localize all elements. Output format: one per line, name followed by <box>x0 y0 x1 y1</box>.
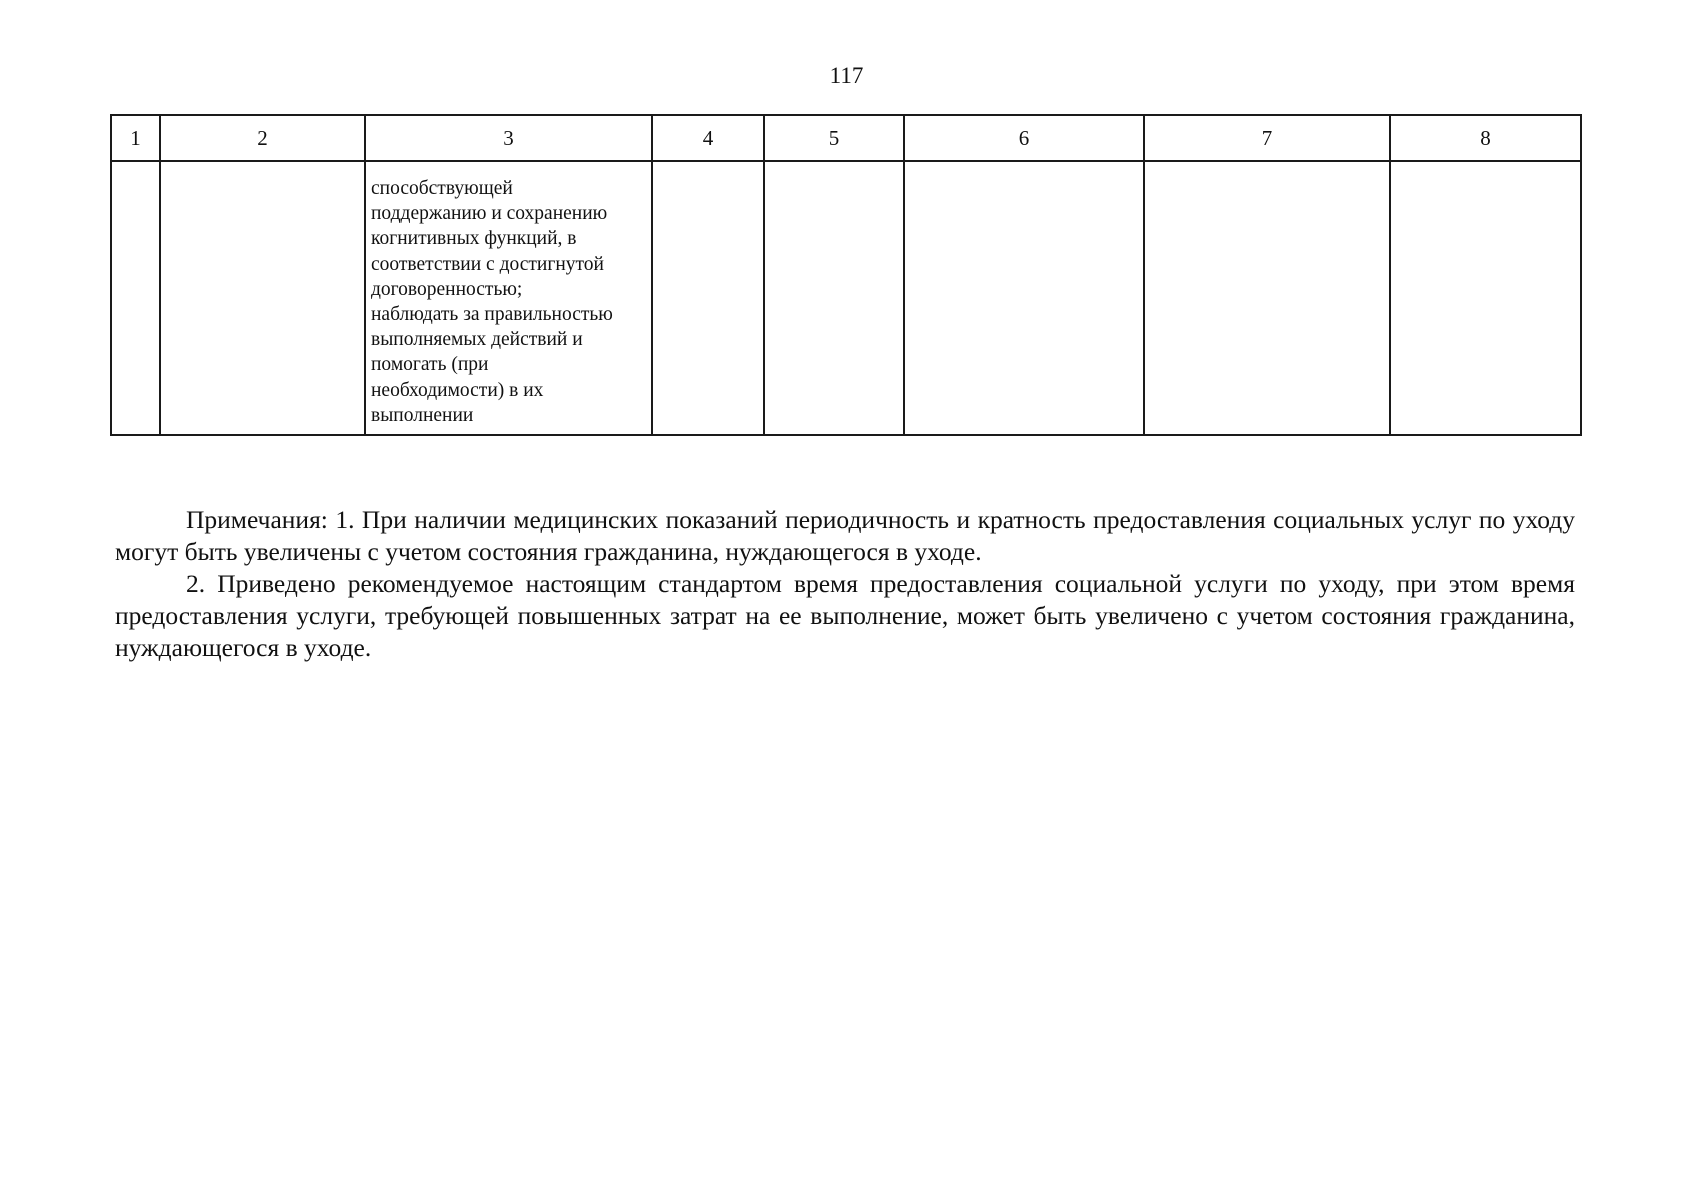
service-description-line: когнитивных функций, в <box>371 228 577 250</box>
table-cell-col8 <box>1390 161 1581 435</box>
service-description-line: способствующей <box>371 178 513 199</box>
column-header-2: 2 <box>160 115 365 161</box>
service-description <box>366 162 651 432</box>
table-cell-col1 <box>111 161 160 435</box>
table-cell-col3 <box>365 161 652 435</box>
service-description-line: поддержанию и сохранению <box>371 203 608 225</box>
service-description-line: соответствии с достигнутой <box>371 253 604 275</box>
column-header-1: 1 <box>111 115 160 161</box>
table-cell-col4 <box>652 161 764 435</box>
service-description-line: договоренностью; <box>371 278 523 300</box>
column-header-6: 6 <box>904 115 1144 161</box>
service-description-line: выполнении <box>371 404 474 426</box>
service-description-line: помогать (при <box>371 354 489 376</box>
column-header-4: 4 <box>652 115 764 161</box>
service-description-line: наблюдать за правильностью <box>371 304 613 326</box>
services-table <box>110 114 1582 436</box>
column-header-5: 5 <box>764 115 904 161</box>
table-cell-col7 <box>1144 161 1390 435</box>
page-number: 117 <box>829 63 864 88</box>
service-description-line: выполняемых действий и <box>371 329 583 351</box>
table-row <box>111 161 1581 435</box>
table-cell-col2 <box>160 161 365 435</box>
note-1: Примечания: 1. При наличии медицинских показаний периодичность и кратность предоставления социальных услуг по уходу могут быть увеличены с учетом состояния гражданина, нуждающегося в уходе. <box>115 505 1575 566</box>
table-cell-col6 <box>904 161 1144 435</box>
note-2: 2. Приведено рекомендуемое настоящим стандартом время предоставления социальной услуги по уходу, при этом время предоставления услуги, требующей повышенных затрат на ее выполнение, может быть увеличено с учетом состояния гражданина, нуждающегося в уходе. <box>115 569 1575 662</box>
column-header-7: 7 <box>1144 115 1390 161</box>
column-header-8: 8 <box>1390 115 1581 161</box>
notes-section <box>115 504 1575 664</box>
service-description-line: необходимости) в их <box>371 379 544 401</box>
column-header-3: 3 <box>365 115 652 161</box>
table-header-row <box>111 115 1581 161</box>
table-cell-col5 <box>764 161 904 435</box>
